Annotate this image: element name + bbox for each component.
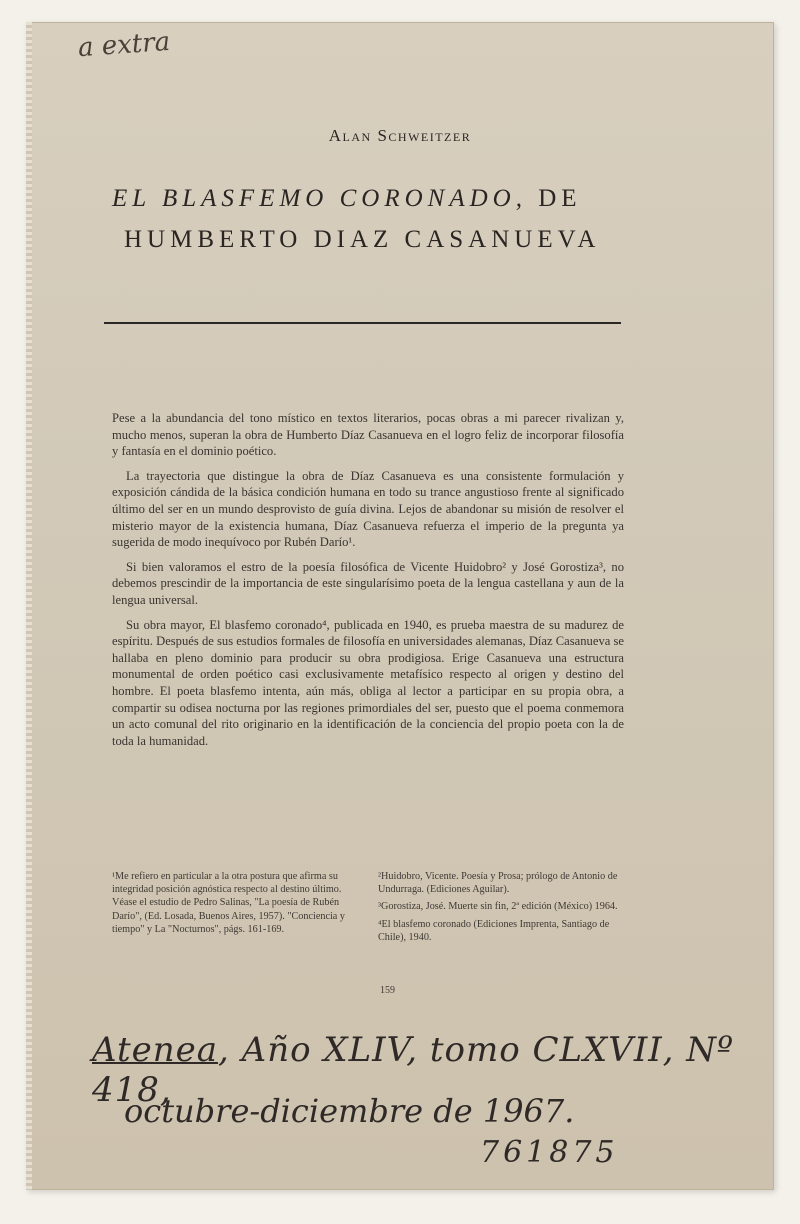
footnote: ¹Me refiero en particular a la otra postura que afirma su integridad posición agnóstica respecto al destino último. Véase el estudio de Pedro Salinas, "La poesía de Rubén Darío", (Ed. Losada, Buenos Aires, 1957). "Conciencia y tiempo" y La "Nocturnos", págs. 161-169.: [112, 871, 345, 935]
body-paragraph: La trayectoria que distingue la obra de Díaz Casanueva es una consistente formulación y exposición cándida de la básica condición humana en todo su trance angustioso frente al significado último del ser en un mundo desprovisto de guía divina. Lejos de abandonar su misión de resolver el misterio mayor de la existencia humana, Díaz Casanueva refuerza el imperio de la pregunta ya sugerida de modo inequívoco por Rubén Darío¹.: [112, 468, 624, 550]
title-rule-divider: [104, 322, 621, 324]
footnote: ²Huidobro, Vicente. Poesía y Prosa; prólogo de Antonio de Undurraga. (Ediciones Aguilar).: [378, 871, 618, 896]
article-body: [112, 410, 624, 757]
title-italic-part: EL BLASFEMO CORONADO,: [112, 185, 527, 212]
article-title-line-1: [112, 185, 722, 213]
handwritten-catalog-number: 761875: [480, 1135, 619, 1170]
body-paragraph: Si bien valoramos el estro de la poesía filosófica de Vicente Huidobro² y José Gorostiza³, no debemos prescindir de la importancia de este singularísimo poeta de la lengua castellana y aun de la lengua universal.: [112, 559, 624, 607]
handwritten-citation-line-2: octubre-diciembre de 1967.: [124, 1092, 575, 1130]
footnotes-right-column: [378, 870, 623, 948]
article-author: Alan Schweitzer: [328, 126, 472, 145]
title-plain-part: DE: [538, 185, 582, 212]
journal-name: Atenea: [92, 1030, 219, 1070]
body-paragraph: Pese a la abundancia del tono místico en textos literarios, pocas obras a mi parecer rivalizan y, mucho menos, superan la obra de Humberto Díaz Casanueva en el logro feliz de incorporar filosofía y fantasía en el dominio poético.: [112, 411, 624, 459]
article-title-line-2: HUMBERTO DIAZ CASANUEVA: [124, 226, 601, 253]
footnotes-left-column: [112, 870, 357, 940]
body-paragraph: Su obra mayor, El blasfemo coronado⁴, publicada en 1940, es prueba maestra de su madurez de espíritu. Después de sus estudios formales de filosofía en universidades alemanas, Díaz Casanueva se hallaba en pleno dominio para producir su obra prodigiosa. Erige Casanueva una estructura monumental de orden poético casi exclusivamente metafísico respecto al origen y destino del hombre. El poeta blasfemo intenta, aún más, obliga al lector a participar en su propia obra, a compartir su odisea nocturna por las regiones primordiales del ser, puesto que el poema conmemora un acto comunal del rito originario en la identificación de la conciencia del propio poeta con la de toda la humanidad.: [112, 617, 624, 748]
footnote: ⁴El blasfemo coronado (Ediciones Imprenta, Santiago de Chile), 1940.: [378, 918, 610, 943]
page-number: 159: [380, 985, 395, 996]
issue-info: , Año XLIV, tomo CLXVII, Nº 418,: [92, 1030, 735, 1110]
footnote: ³Gorostiza, José. Muerte sin fin, 2ª edición (México) 1964.: [378, 901, 618, 913]
handwritten-corner-note: a extra: [77, 26, 172, 64]
torn-left-edge: [26, 22, 32, 1190]
